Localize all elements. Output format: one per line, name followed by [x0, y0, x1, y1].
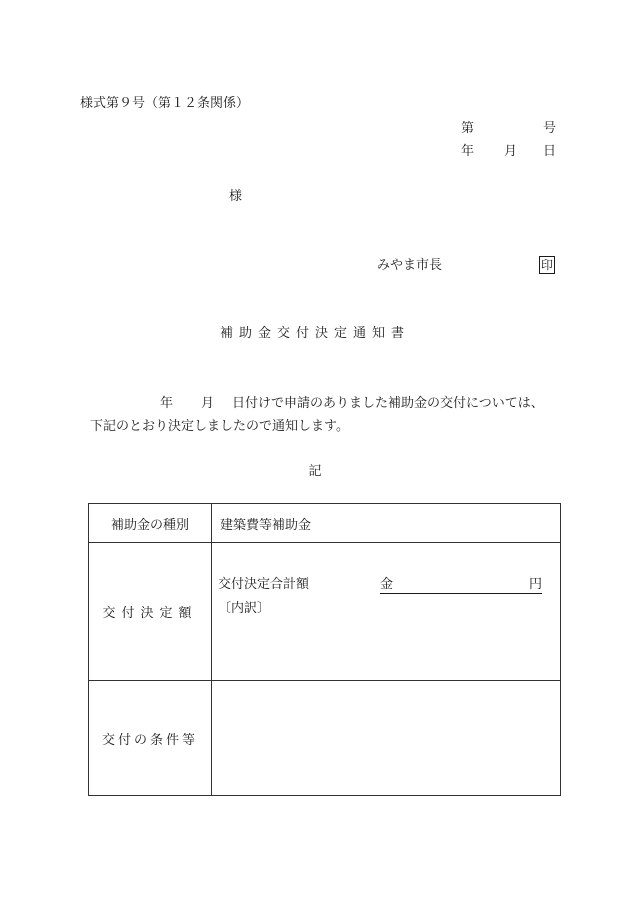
issuer-name: みやま市長	[377, 258, 443, 273]
amount-kin: 金	[380, 577, 394, 592]
issue-date-line	[461, 145, 556, 158]
decision-amount-label: 交付決定額	[89, 543, 212, 681]
body-month: 月	[201, 396, 215, 411]
document-number-go: 号	[543, 121, 557, 136]
body-year: 年	[160, 396, 174, 411]
seal-mark: 印	[541, 258, 554, 272]
ki-heading: 記	[308, 464, 322, 479]
issue-date-year: 年	[461, 144, 475, 159]
breakdown-label: 〔内訳〕	[218, 601, 271, 616]
conditions-label: 交付の条件等	[89, 681, 212, 796]
total-amount-label: 交付決定合計額	[218, 577, 310, 592]
document-number-dai: 第	[461, 121, 475, 136]
body-text-line-2: 下記のとおり決定しましたので通知します。	[90, 419, 349, 434]
decision-amount-cell	[212, 543, 561, 681]
subsidy-type-value: 建築費等補助金	[212, 504, 561, 543]
issue-date-month: 月	[504, 144, 518, 159]
table-row	[89, 504, 561, 543]
amount-blank-line	[380, 573, 542, 594]
form-reference: 様式第９号（第１２条関係）	[80, 96, 250, 111]
table-row	[89, 543, 561, 681]
subsidy-type-label: 補助金の種別	[89, 504, 212, 543]
conditions-value	[212, 681, 561, 796]
document-title: 補助金交付決定通知書	[219, 326, 410, 341]
body-text-line-1	[160, 397, 544, 410]
table-row	[89, 681, 561, 796]
body-rest: 日付けで申請のありました補助金の交付については、	[232, 396, 544, 411]
issue-date-day: 日	[543, 144, 557, 159]
document-number-line	[461, 122, 556, 135]
addressee-honorific: 様	[229, 189, 243, 204]
amount-en: 円	[528, 577, 542, 592]
decision-table	[88, 503, 561, 796]
